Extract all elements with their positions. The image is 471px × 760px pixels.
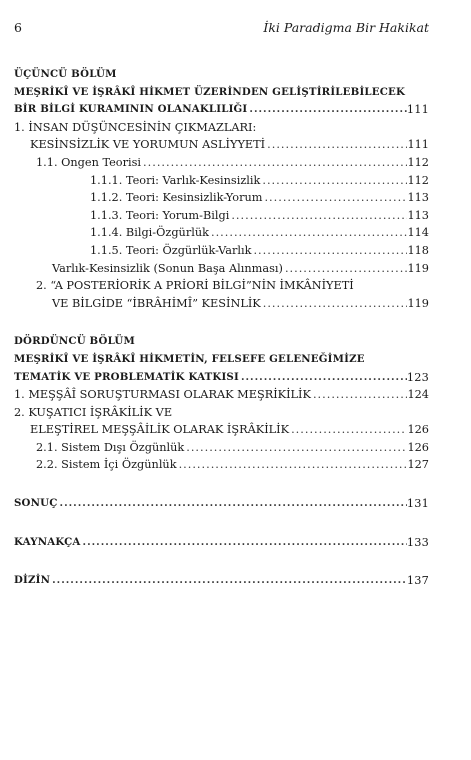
toc-entry	[14, 333, 429, 351]
toc-entry-title: KESİNSİZLİK VE YORUMUN ASLİYYETİ	[30, 138, 266, 152]
toc-entry	[14, 101, 429, 119]
toc-dot-leader	[81, 534, 407, 552]
toc-dot-leader	[265, 136, 407, 154]
toc-entry-page: 118	[407, 243, 429, 257]
toc-entry	[14, 224, 429, 242]
toc-entry-title: TEMATİK VE PROBLEMATİK KATKISI	[14, 370, 239, 383]
toc-entry-title: DÖRDÜNCÜ BÖLÜM	[14, 335, 135, 348]
toc-entry-page: 119	[407, 261, 429, 275]
toc-entry-title: 1.1.5. Teori: Özgürlük-Varlık	[90, 243, 252, 257]
toc-entry	[14, 242, 429, 260]
toc-dot-leader	[239, 369, 407, 387]
toc-entry-title: DİZİN	[14, 574, 51, 587]
toc-entry-page: 112	[407, 173, 429, 187]
running-title: İki Paradigma Bir Hakikat	[263, 20, 429, 35]
toc-entry	[14, 172, 429, 190]
toc-entry	[14, 189, 429, 207]
toc-gap	[14, 551, 429, 572]
toc-dot-leader	[247, 101, 406, 119]
toc-dot-leader	[58, 495, 407, 513]
toc-entry	[14, 386, 429, 404]
toc-dot-leader	[311, 386, 407, 404]
toc-entry-page: 126	[407, 423, 429, 437]
toc-entry	[14, 66, 429, 84]
toc-entry-title: KAYNAKÇA	[14, 535, 81, 548]
toc-entry-title: 1.1.2. Teori: Kesinsizlik-Yorum	[90, 191, 263, 205]
toc-entry-title: 2.1. Sistem Dışı Özgünlük	[36, 440, 185, 454]
toc-dot-leader	[283, 260, 408, 278]
toc-dot-leader	[209, 224, 407, 242]
toc-entry-title: 1.1.1. Teori: Varlık-Kesinsizlik	[90, 173, 261, 187]
toc-entry	[14, 277, 429, 295]
toc-entry-title: 1. MEŞŞÂÎ SORUŞTURMASI OLARAK MEŞRİKİLİK	[14, 388, 311, 402]
toc-entry-title: 1.1. Ongen Teorisi	[36, 155, 142, 169]
toc-entry-page: 112	[407, 155, 429, 169]
toc-entry-title: BİR BİLGİ KURAMININ OLANAKLILIĞI	[14, 103, 248, 116]
toc-entry	[14, 84, 429, 102]
toc-entry	[14, 260, 429, 278]
toc-dot-leader	[141, 154, 407, 172]
toc-dot-leader	[289, 421, 407, 439]
toc-entry-page: 131	[406, 497, 429, 511]
toc-entry-page: 126	[407, 440, 429, 454]
toc-dot-leader	[262, 189, 407, 207]
toc-entry-title: 1.1.3. Teori: Yorum-Bilgi	[90, 208, 230, 222]
toc-dot-leader	[50, 572, 407, 590]
toc-entry-page: 133	[406, 535, 429, 549]
toc-entry-page: 114	[407, 226, 429, 240]
toc-entry-title: Varlık-Kesinsizlik (Sonun Başa Alınması)	[52, 261, 283, 275]
toc-entry	[14, 351, 429, 369]
toc-entry-title: ELEŞTİREL MEŞŞÂİLİK OLARAK İŞRÂKİLİK	[30, 423, 290, 437]
toc-entry	[14, 404, 429, 422]
toc-entry-page: 113	[407, 191, 429, 205]
toc-entry	[14, 421, 429, 439]
toc-entry	[14, 136, 429, 154]
toc-dot-leader	[251, 242, 407, 260]
toc-dot-leader	[260, 172, 407, 190]
toc-entry	[14, 295, 429, 313]
toc-entry	[14, 495, 429, 513]
toc-entry	[14, 439, 429, 457]
toc-entry-title: MEŞRİKÎ VE İŞRÂKÎ HİKMET ÜZERİNDEN GELİŞTİRİLEBİLECEK	[14, 85, 406, 98]
toc-dot-leader	[177, 456, 408, 474]
toc-dot-leader	[261, 295, 408, 313]
toc-entry-title: 1.1.4. Bilgi-Özgürlük	[90, 226, 209, 240]
toc-entry	[14, 572, 429, 590]
toc-dot-leader	[184, 439, 407, 457]
toc-entry	[14, 154, 429, 172]
toc-entry-title: 2. “A POSTERİORİK A PRİORİ BİLGİ”NİN İMKÂNİYETİ	[36, 279, 354, 293]
toc-entry-title: 2.2. Sistem İçi Özgünlük	[36, 458, 177, 472]
page-number: 6	[14, 20, 22, 35]
running-header	[14, 20, 429, 36]
toc-entry	[14, 456, 429, 474]
toc-entry-page: 113	[407, 208, 429, 222]
toc-gap	[14, 312, 429, 333]
toc-entry-page: 111	[406, 103, 429, 117]
toc-entry	[14, 207, 429, 225]
toc-entry	[14, 119, 429, 137]
toc-entry-page: 123	[406, 370, 429, 384]
toc-dot-leader	[229, 207, 407, 225]
toc-entry-page: 119	[407, 296, 429, 310]
toc-entry-page: 127	[407, 458, 429, 472]
toc-entry	[14, 369, 429, 387]
toc-entry	[14, 534, 429, 552]
toc-entry-title: SONUÇ	[14, 497, 58, 510]
toc-entry-title: MEŞRİKÎ VE İŞRÂKÎ HİKMETİN, FELSEFE GELENEĞİMİZE	[14, 352, 365, 365]
toc-entry-page: 124	[407, 388, 429, 402]
toc-gap	[14, 513, 429, 534]
toc-entry-title: 1. İNSAN DÜŞÜNCESİNİN ÇIKMAZLARI:	[14, 120, 257, 134]
toc-gap	[14, 474, 429, 495]
table-of-contents	[14, 66, 429, 590]
toc-entry-page: 111	[407, 138, 429, 152]
toc-entry-title: 2. KUŞATICI İŞRÂKİLİK VE	[14, 405, 173, 419]
toc-entry-page: 137	[406, 574, 429, 588]
toc-entry-title: ÜÇÜNCÜ BÖLÜM	[14, 68, 117, 80]
toc-entry-title: VE BİLGİDE “İBRÂHİMÎ” KESİNLİK	[52, 296, 261, 310]
